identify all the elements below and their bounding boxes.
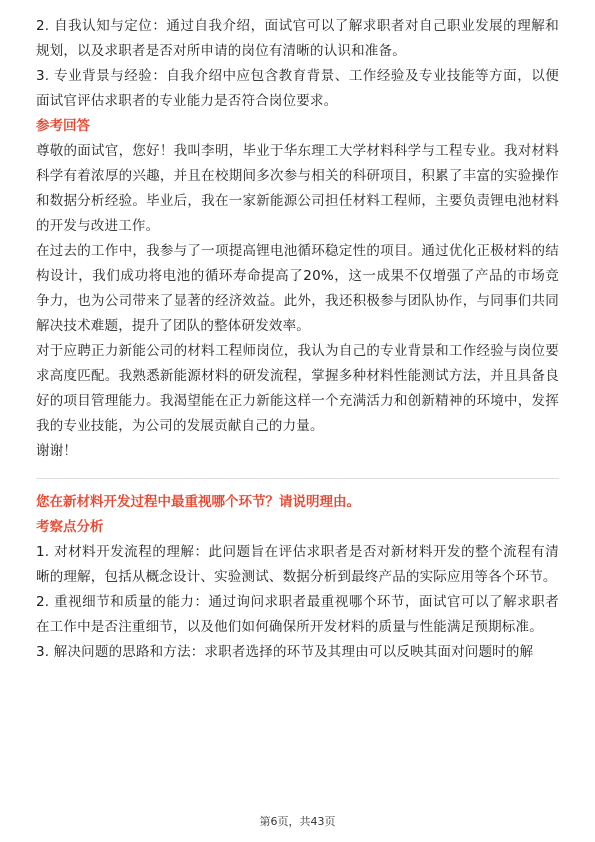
- page-content: [36, 14, 559, 665]
- answer-paragraph-intro: 尊敬的面试官，您好！我叫李明，毕业于华东理工大学材料科学与工程专业。我对材料科学有着浓厚的兴趣，并且在校期间多次参与相关的科研项目，积累了丰富的实验操作和数据分析经验。毕业后，我在一家新能源公司担任材料工程师，主要负责锂电池材料的开发与改进工作。: [36, 143, 559, 234]
- answer-paragraph-fit: 对于应聘正力新能公司的材料工程师岗位，我认为自己的专业背景和工作经验与岗位要求高度匹配。我熟悉新能源材料的研发流程，掌握多种材料性能测试方法，并且具备良好的项目管理能力。我渴望能在正力新能这样一个充满活力和创新精神的环境中，发挥我的专业技能，为公司的发展贡献自己的力量。: [36, 343, 559, 434]
- analysis-label: 考察点分析: [36, 519, 104, 535]
- point-detail-quality: 2. 重视细节和质量的能力：通过询问求职者最重视哪个环节，面试官可以了解求职者在工作中是否注重细节，以及他们如何确保所开发材料的质量与性能满足预期标准。: [36, 594, 559, 635]
- point-self-awareness: 2. 自我认知与定位：通过自我介绍，面试官可以了解求职者对自己职业发展的理解和规划，以及求职者是否对所申请的岗位有清晰的认识和准备。: [36, 18, 559, 59]
- page-number: 第6页，共43页: [259, 815, 336, 828]
- interview-question: 您在新材料开发过程中最重视哪个环节？请说明理由。: [36, 494, 360, 510]
- point-professional-background: 3. 专业背景与经验：自我介绍中应包含教育背景、工作经验及专业技能等方面，以便面试官评估求职者的专业能力是否符合岗位要求。: [36, 68, 559, 109]
- answer-paragraph-experience: 在过去的工作中，我参与了一项提高锂电池循环稳定性的项目。通过优化正极材料的结构设计，我们成功将电池的循环寿命提高了20%，这一成果不仅增强了产品的市场竞争力，也为公司带来了显著的经济效益。此外，我还积极参与团队协作，与同事们共同解决技术难题，提升了团队的整体研发效率。: [36, 243, 559, 334]
- point-problem-solving: 3. 解决问题的思路和方法：求职者选择的环节及其理由可以反映其面对问题时的解: [36, 644, 534, 660]
- section-divider: [36, 478, 559, 479]
- answer-paragraph-thanks: 谢谢！: [36, 443, 78, 459]
- point-process-understanding: 1. 对材料开发流程的理解：此问题旨在评估求职者是否对新材料开发的整个流程有清晰的理解，包括从概念设计、实验测试、数据分析到最终产品的实际应用等各个环节。: [36, 544, 559, 585]
- answer-label: 参考回答: [36, 118, 90, 134]
